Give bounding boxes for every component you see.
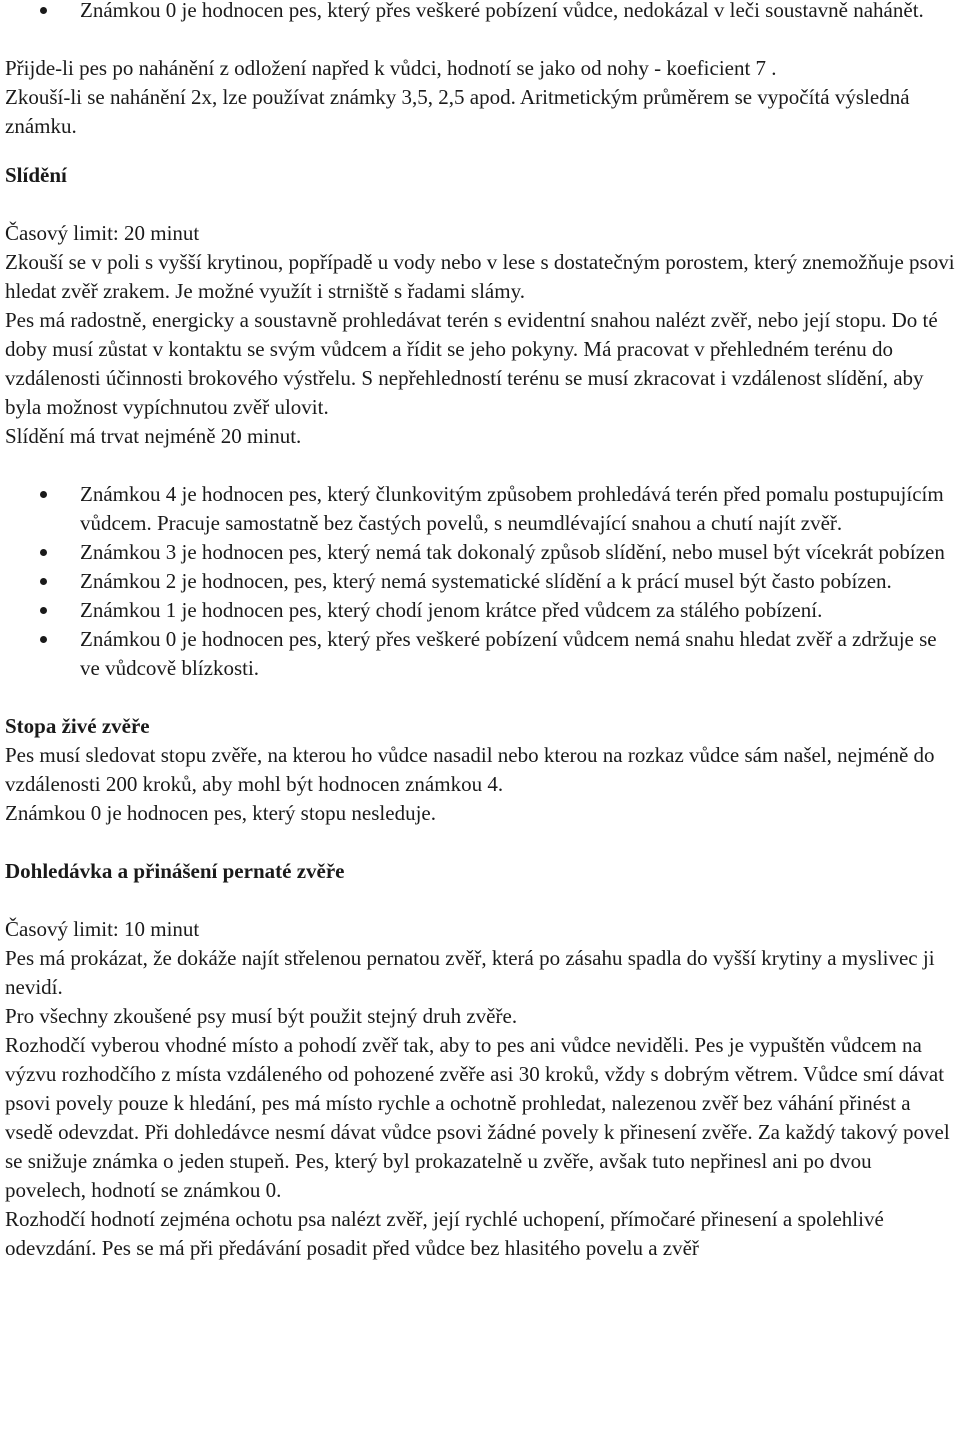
paragraph: Zkouší se v poli s vyšší krytinou, popřípadě u vody nebo v lese s dostatečným porostem, který znemožňuje psovi hledat zvěř zrakem. Je možné využít i strniště s řadami slámy. (5, 250, 955, 303)
list-item (5, 625, 955, 683)
section-heading-stopa: Stopa živé zvěře (5, 714, 150, 738)
paragraph: Slídění má trvat nejméně 20 minut. (5, 424, 302, 448)
section-heading-dohledavka: Dohledávka a přinášení pernaté zvěře (5, 859, 345, 883)
bullet-icon (40, 491, 47, 498)
grade-text: Známkou 3 je hodnocen pes, který nemá tak dokonalý způsob slídění, nebo musel být vícekrát pobízen (80, 540, 945, 564)
document-page (5, 0, 955, 1263)
paragraph: Rozhodčí hodnotí zejména ochotu psa nalézt zvěř, její rychlé uchopení, přímočaré přinesení a spolehlivé odevzdání. Pes se má při předávání posadit před vůdce bez hlasitého povelu a zvěř (5, 1207, 884, 1260)
grade-text: Známkou 4 je hodnocen pes, který člunkovitým způsobem prohledává terén před pomalu postupujícím vůdcem. Pracuje samostatně bez častých povelů, s neumdlévající snahou a chutí najít zvěř. (80, 482, 944, 535)
list-item (5, 0, 955, 25)
bullet-icon (40, 549, 47, 556)
paragraph: Přijde-li pes po nahánění z odložení napřed k vůdci, hodnotí se jako od nohy - koeficient 7 . (5, 56, 777, 80)
paragraph: Známkou 0 je hodnocen pes, který stopu nesleduje. (5, 801, 436, 825)
bullet-icon (40, 607, 47, 614)
bullet-icon (40, 578, 47, 585)
paragraph: Pro všechny zkoušené psy musí být použit stejný druh zvěře. (5, 1004, 518, 1028)
time-limit: Časový limit: 20 minut (5, 221, 200, 245)
list-item (5, 567, 955, 596)
paragraph: Rozhodčí vyberou vhodné místo a pohodí zvěř tak, aby to pes ani vůdce neviděli. Pes je vypuštěn vůdcem na výzvu rozhodčího z místa vzdáleného od pohozené zvěře asi 30 kroků, vždy s dobrým větrem. Vůdce smí dávat psovi povely pouze k hledání, pes má místo rychle a ochotně prohledat, nalezenou zvěř bez váhání přinést a vsedě odevzdat. Při dohledávce nesmí dávat vůdce psovi žádné povely k přinesení zvěře. Za každý takový povel se snižuje známka o jeden stupeň. Pes, který byl prokazatelně u zvěře, avšak tuto nepřinesl ani po dvou povelech, hodnotí se známkou 0. (5, 1033, 950, 1202)
list-item (5, 538, 955, 567)
paragraph: Pes musí sledovat stopu zvěře, na kterou ho vůdce nasadil nebo kterou na rozkaz vůdce sám našel, nejméně do vzdálenosti 200 kroků, aby mohl být hodnocen známkou 4. (5, 743, 935, 796)
grade-text: Známkou 0 je hodnocen pes, který přes veškeré pobízení vůdcem nemá snahu hledat zvěř a zdržuje se ve vůdcově blízkosti. (80, 627, 937, 680)
paragraph: Pes má radostně, energicky a soustavně prohledávat terén s evidentní snahou nalézt zvěř, nebo její stopu. Do té doby musí zůstat v kontaktu se svým vůdcem a řídit se jeho pokyny. Má pracovat v přehledném terénu do vzdálenosti účinnosti brokového výstřelu. S nepřehledností terénu se musí zkracovat i vzdálenost slídění, aby byla možnost vypíchnutou zvěř ulovit. (5, 308, 938, 419)
list-item (5, 596, 955, 625)
time-limit: Časový limit: 10 minut (5, 917, 200, 941)
paragraph: Zkouší-li se nahánění 2x, lze používat známky 3,5, 2,5 apod. Aritmetickým průměrem se vypočítá výsledná známku. (5, 85, 910, 138)
paragraph: Pes má prokázat, že dokáže najít střelenou pernatou zvěř, která po zásahu spadla do vyšší krytiny a myslivec ji nevidí. (5, 946, 935, 999)
grade-text: Známkou 2 je hodnocen, pes, který nemá systematické slídění a k prácí musel být často pobízen. (80, 569, 892, 593)
bullet-icon (40, 7, 47, 14)
grade-text: Známkou 1 je hodnocen pes, který chodí jenom krátce před vůdcem za stálého pobízení. (80, 598, 823, 622)
slideni-grade-list (5, 480, 955, 683)
bullet-icon (40, 636, 47, 643)
section-heading-slideni: Slídění (5, 163, 67, 187)
grade-text: Známkou 0 je hodnocen pes, který přes veškeré pobízení vůdce, nedokázal v leči soustavně nahánět. (80, 0, 924, 22)
nahaneni-grade-list (5, 0, 955, 25)
list-item (5, 480, 955, 538)
